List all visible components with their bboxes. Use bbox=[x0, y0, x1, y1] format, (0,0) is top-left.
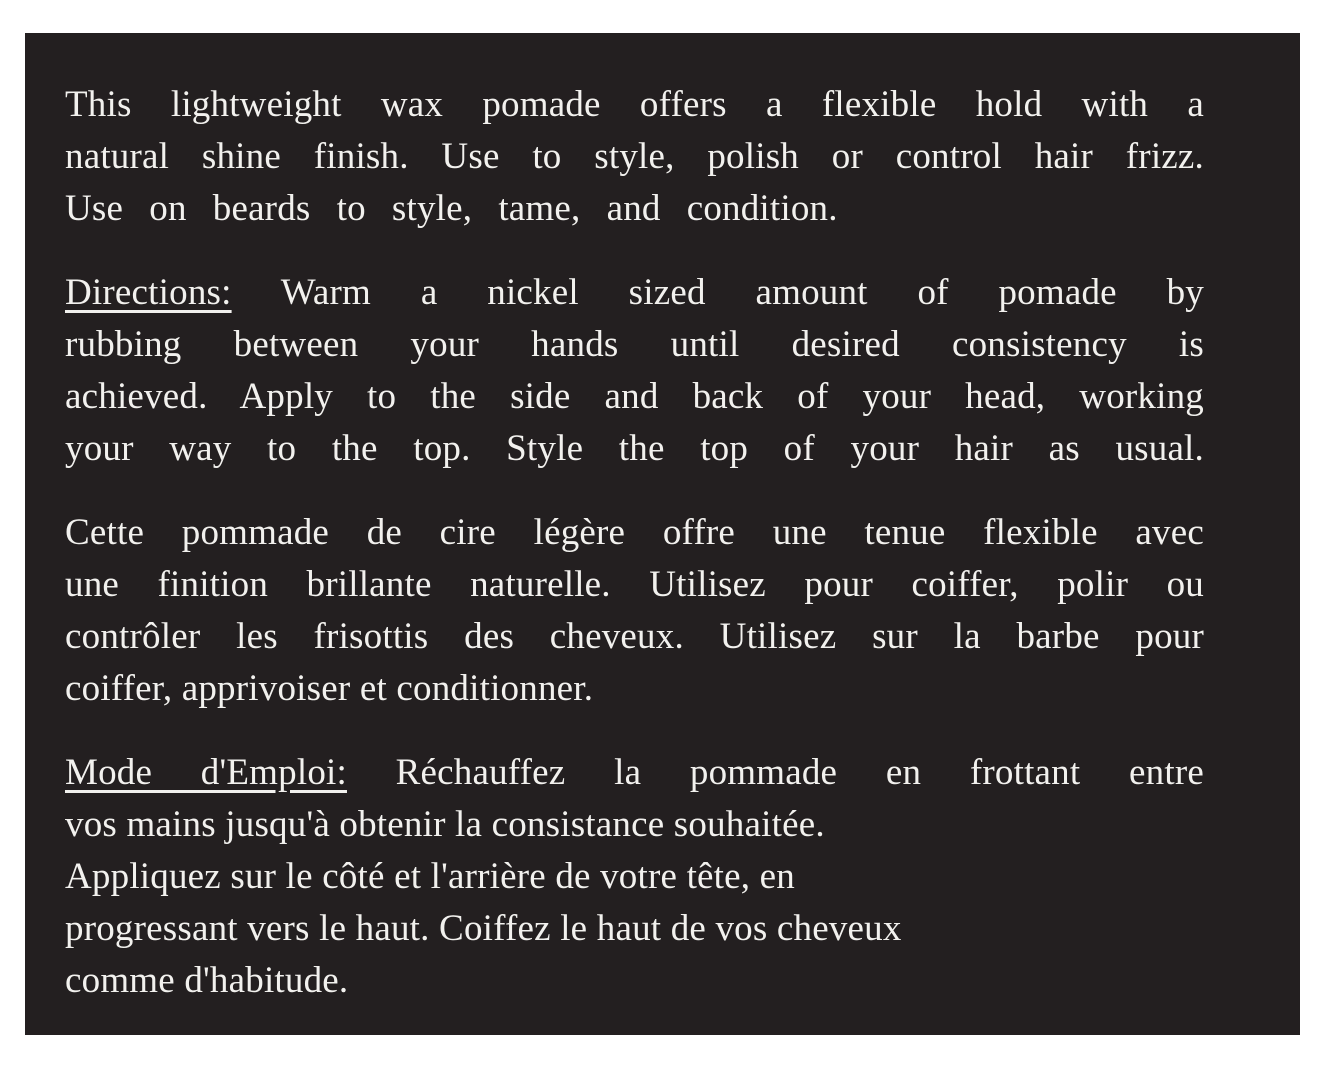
text-line bbox=[65, 183, 1204, 235]
text-segment: comme d'habitude. bbox=[65, 960, 349, 1001]
text-segment: progressant vers le haut. Coiffez le haut de vos cheveux bbox=[65, 908, 902, 949]
text-line bbox=[65, 663, 1204, 715]
text-segment: Réchauffez la pommade en frottant entre bbox=[346, 752, 1204, 793]
paragraph-french-directions bbox=[65, 747, 1204, 1007]
text-line bbox=[65, 131, 1204, 183]
text-line bbox=[65, 799, 1204, 851]
product-label-panel bbox=[25, 33, 1300, 1035]
text-line bbox=[65, 955, 1204, 1007]
text-line bbox=[65, 423, 1204, 475]
paragraph-french-description bbox=[65, 507, 1204, 715]
text-line bbox=[65, 319, 1204, 371]
section-heading: Directions: bbox=[65, 272, 232, 313]
text-segment: This lightweight wax pomade offers a flexible hold with a bbox=[65, 84, 1204, 125]
text-segment: achieved. Apply to the side and back of your head, working bbox=[65, 376, 1204, 417]
text-segment: une finition brillante naturelle. Utilisez pour coiffer, polir ou bbox=[65, 564, 1204, 605]
text-line bbox=[65, 507, 1204, 559]
paragraph-english-directions bbox=[65, 267, 1204, 475]
text-line bbox=[65, 371, 1204, 423]
text-segment: Use on beards to style, tame, and condition. bbox=[65, 188, 838, 229]
paragraph-english-description bbox=[65, 79, 1204, 235]
text-line bbox=[65, 851, 1204, 903]
text-segment: coiffer, apprivoiser et conditionner. bbox=[65, 668, 594, 709]
text-segment: vos mains jusqu'à obtenir la consistance souhaitée. bbox=[65, 804, 825, 845]
text-segment: Appliquez sur le côté et l'arrière de votre tête, en bbox=[65, 856, 796, 897]
text-line bbox=[65, 79, 1204, 131]
text-line bbox=[65, 903, 1204, 955]
text-segment: Warm a nickel sized amount of pomade by bbox=[231, 272, 1204, 313]
text-segment: your way to the top. Style the top of your hair as usual. bbox=[65, 428, 1204, 469]
text-segment: rubbing between your hands until desired consistency is bbox=[65, 324, 1204, 365]
text-line bbox=[65, 611, 1204, 663]
text-line bbox=[65, 747, 1204, 799]
section-heading: Mode d'Emploi: bbox=[65, 752, 347, 793]
text-segment: Cette pommade de cire légère offre une tenue flexible avec bbox=[65, 512, 1204, 553]
text-line bbox=[65, 267, 1204, 319]
text-segment: contrôler les frisottis des cheveux. Utilisez sur la barbe pour bbox=[65, 616, 1204, 657]
text-line bbox=[65, 559, 1204, 611]
text-segment: natural shine finish. Use to style, polish or control hair frizz. bbox=[65, 136, 1204, 177]
